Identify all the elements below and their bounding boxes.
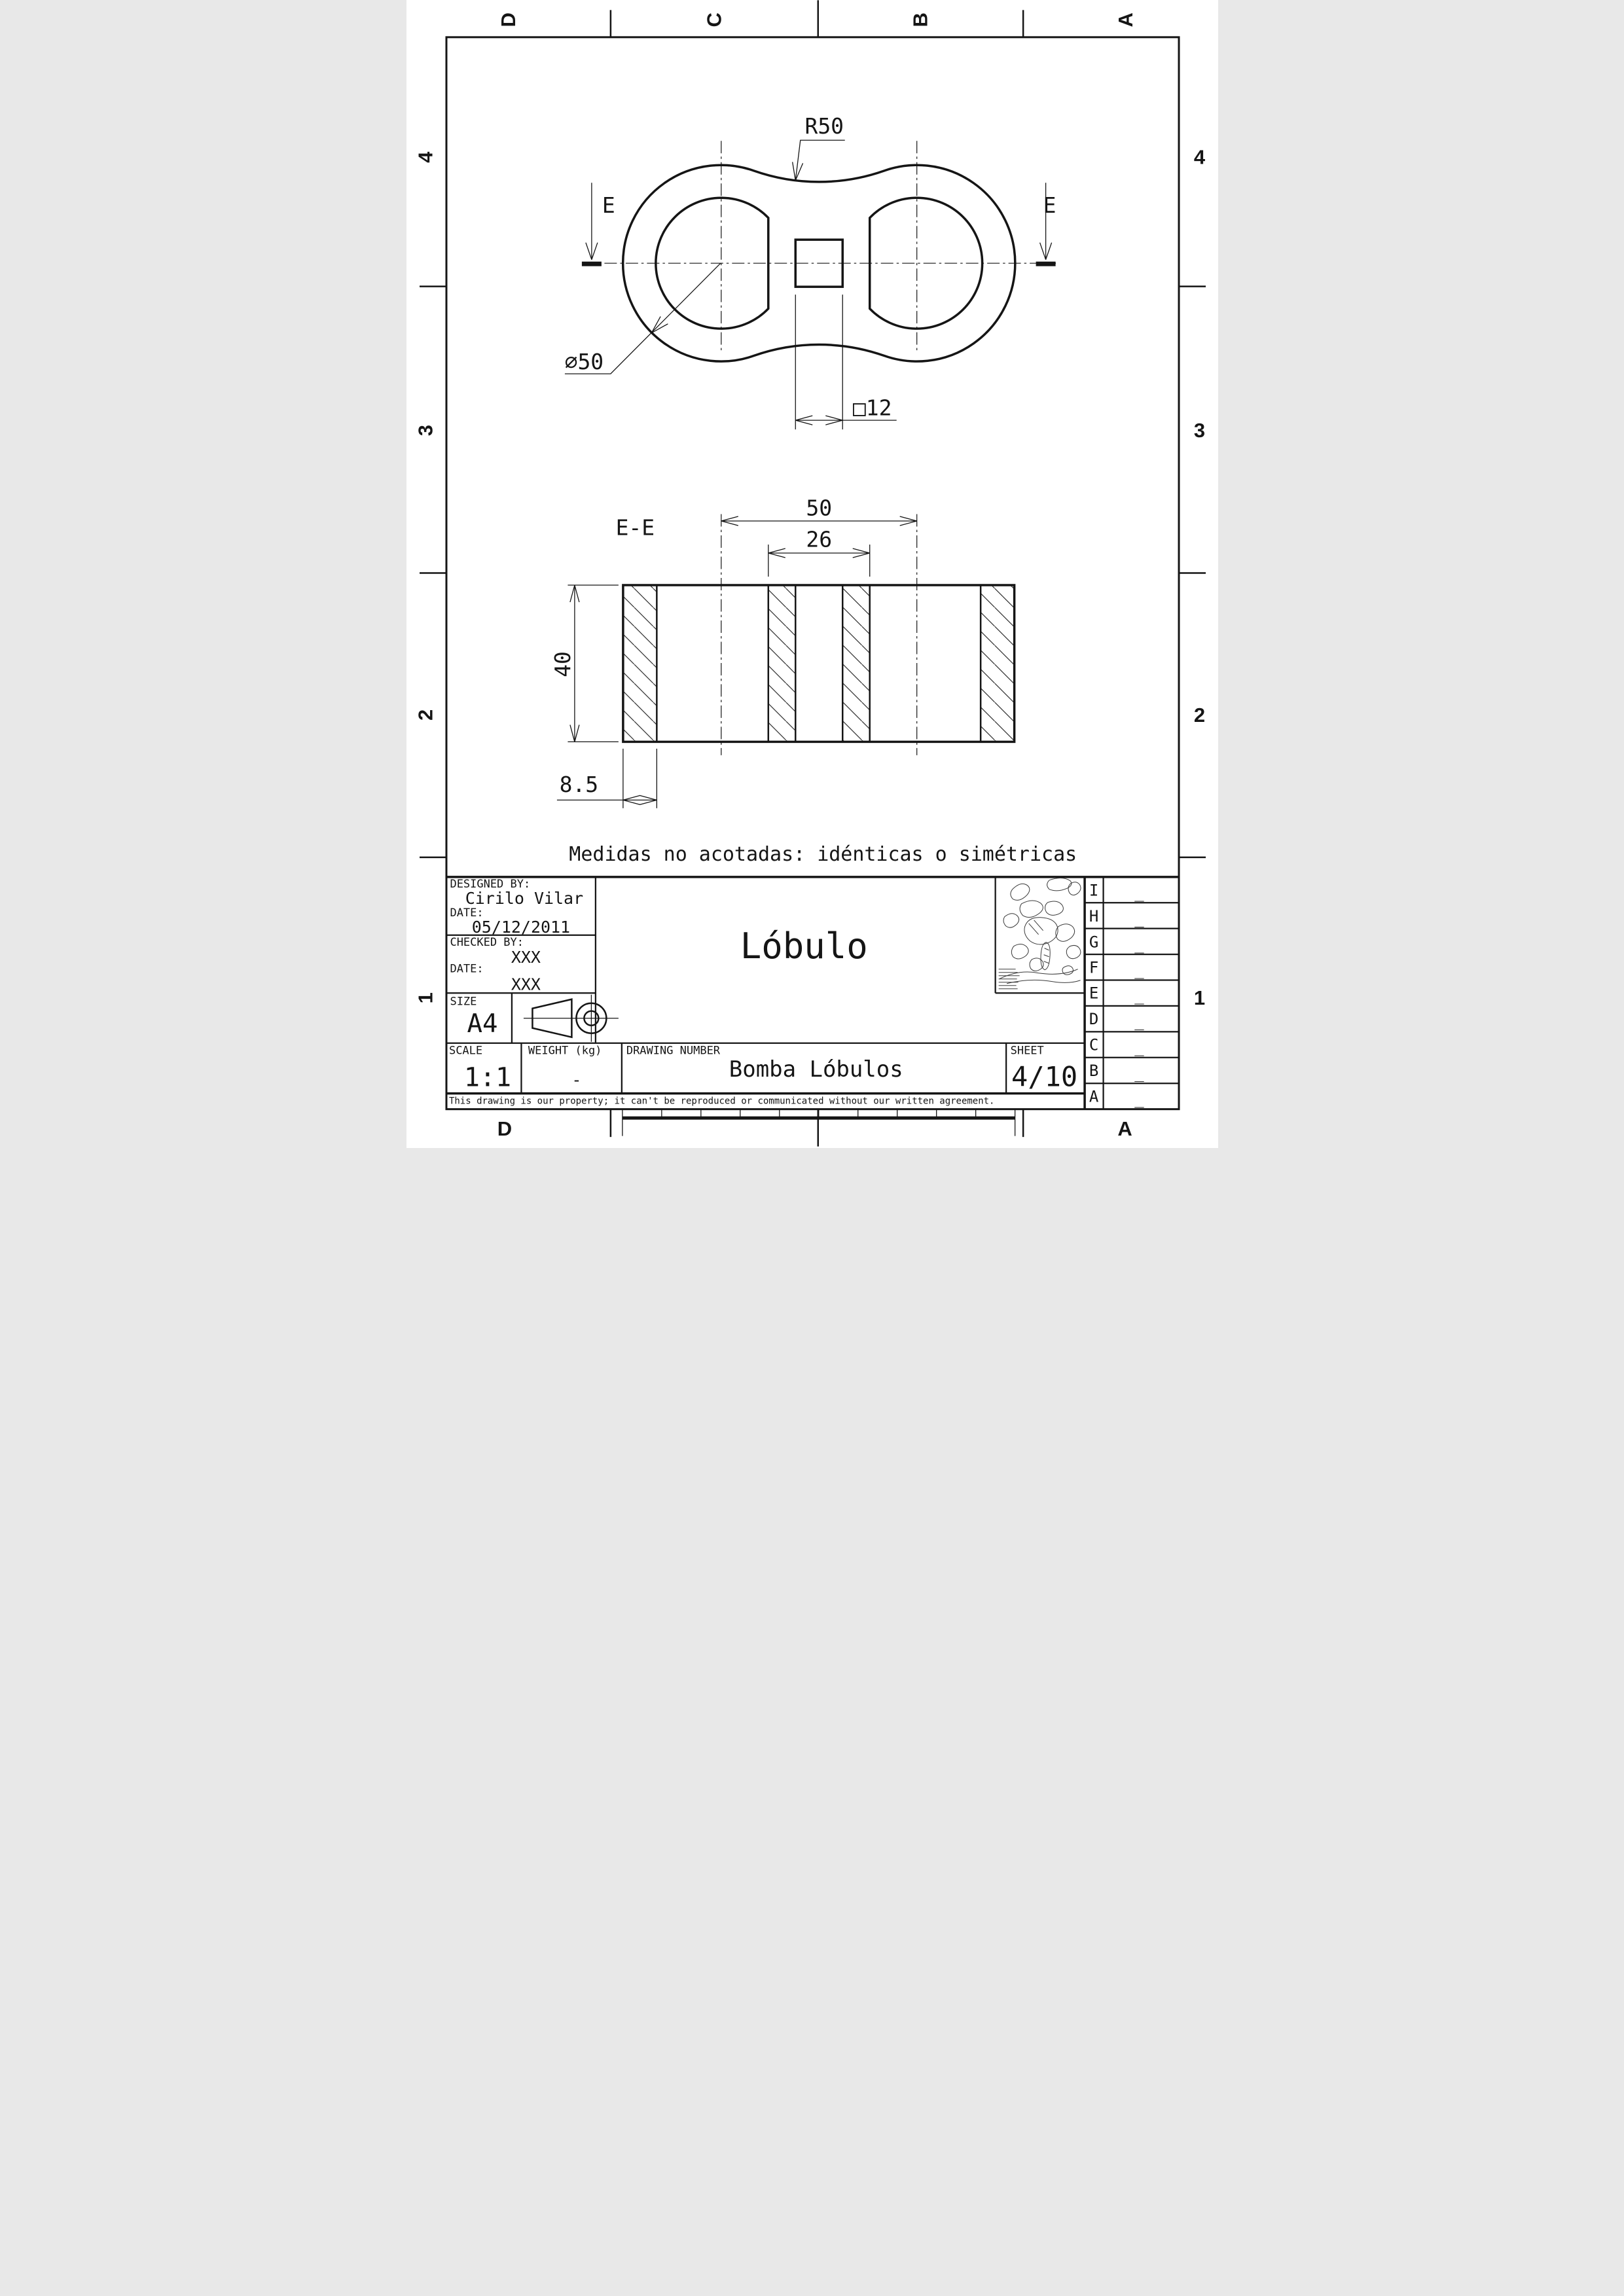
revision-letter: A (1089, 1087, 1098, 1106)
dim-8-5-label: 8.5 (559, 771, 598, 797)
revision-row (1089, 1062, 1144, 1082)
revision-letter: I (1089, 881, 1098, 900)
revision-note: _ (1134, 935, 1144, 954)
sheet-value: 4/10 (1011, 1060, 1077, 1093)
drawing-number-label: DRAWING NUMBER (626, 1044, 720, 1058)
revision-row (1089, 1036, 1144, 1056)
revision-row (1089, 881, 1144, 901)
revision-note: _ (1134, 986, 1144, 1005)
zone-letter-top-c: C (702, 12, 725, 27)
revision-letter: F (1089, 958, 1098, 977)
dimension-8-5 (556, 749, 656, 808)
dimension-40 (549, 585, 618, 742)
square-label: □12 (852, 395, 892, 421)
checked-by-label: CHECKED BY: (449, 935, 524, 949)
zone-letter-top-b: B (909, 12, 932, 27)
zone-number-right-1: 1 (1193, 986, 1205, 1010)
square-dimension (795, 295, 896, 429)
section-letter-left: E (602, 192, 615, 219)
zone-number-left-3: 3 (413, 424, 437, 437)
date1-value: 05/12/2011 (471, 917, 570, 937)
section-view (549, 495, 1014, 808)
revision-letter: D (1089, 1010, 1098, 1029)
hatch-band (981, 585, 1014, 742)
revision-note: _ (1134, 909, 1144, 928)
section-letter-right: E (1043, 192, 1056, 219)
revision-note: _ (1134, 1012, 1144, 1031)
designed-by-value: Cirilo Vilar (465, 888, 583, 908)
date1-label: DATE: (449, 906, 484, 920)
dim-50-label: 50 (805, 495, 832, 521)
zone-number-left-1: 1 (413, 992, 437, 1004)
revision-letter: C (1089, 1035, 1098, 1054)
revision-note: _ (1134, 883, 1144, 902)
revision-row (1089, 1010, 1144, 1030)
hatch-band (842, 585, 869, 742)
dimension-26 (768, 527, 869, 577)
revision-row (1089, 933, 1144, 953)
dim-26-label: 26 (805, 526, 832, 552)
zone-number-left-2: 2 (413, 709, 437, 721)
revision-row (1089, 907, 1144, 927)
revision-note: _ (1134, 1038, 1144, 1057)
part-title: Lóbulo (740, 925, 868, 967)
designed-by-label: DESIGNED BY: (449, 877, 530, 891)
weight-label: WEIGHT (kg) (528, 1044, 602, 1058)
general-note: Medidas no acotadas: idénticas o simétricas (568, 842, 1077, 866)
revision-row (1089, 984, 1144, 1005)
revision-note: _ (1134, 961, 1144, 980)
revision-letter: G (1089, 933, 1098, 952)
radius-label: R50 (804, 113, 844, 139)
zone-letter-bottom-a: A (1117, 1117, 1132, 1141)
scale-label: SCALE (448, 1044, 482, 1058)
radius-dimension (792, 113, 844, 181)
revision-note: _ (1134, 1090, 1144, 1109)
date2-label: DATE: (449, 962, 484, 976)
zone-number-right-4: 4 (1193, 145, 1205, 169)
size-value: A4 (466, 1009, 497, 1039)
sheet-label: SHEET (1010, 1044, 1044, 1058)
sheet-frame (414, 0, 1206, 1146)
revision-row (1089, 959, 1144, 979)
hatch-band (623, 585, 656, 742)
title-block (446, 877, 1178, 1109)
date2-value: XXX (511, 975, 541, 994)
revision-letter: H (1089, 906, 1098, 925)
zone-letter-top-a: A (1113, 12, 1137, 27)
assembly-sketch (998, 878, 1080, 989)
diameter-label: ⌀50 (564, 349, 604, 375)
dim-40-label: 40 (549, 651, 575, 677)
zone-number-right-3: 3 (1193, 419, 1205, 442)
scale-value: 1:1 (463, 1062, 511, 1093)
drawing-sheet (406, 0, 1218, 1148)
section-outline (623, 585, 1014, 742)
zone-number-left-4: 4 (413, 151, 437, 163)
first-angle-projection-icon (523, 995, 618, 1042)
zone-letter-bottom-d: D (497, 1117, 512, 1141)
section-cut-arrow-left (581, 183, 601, 266)
revision-row (1089, 1088, 1144, 1108)
weight-value: - (571, 1070, 581, 1090)
top-view (564, 113, 1056, 429)
revision-letter: E (1089, 984, 1098, 1003)
hatch-band (768, 585, 795, 742)
dimension-50 (721, 495, 916, 526)
property-notice: This drawing is our property; it can't be reproduced or communicated without our written agreement. (448, 1096, 994, 1107)
revision-letter: B (1089, 1062, 1098, 1081)
revision-table (1085, 881, 1179, 1108)
section-title: E-E (615, 514, 655, 541)
zone-letter-top-d: D (496, 12, 520, 27)
drawing-number-value: Bomba Lóbulos (729, 1056, 903, 1083)
zone-number-right-2: 2 (1193, 703, 1205, 726)
revision-note: _ (1134, 1064, 1144, 1083)
size-label: SIZE (449, 995, 477, 1009)
checked-by-value: XXX (511, 947, 541, 967)
